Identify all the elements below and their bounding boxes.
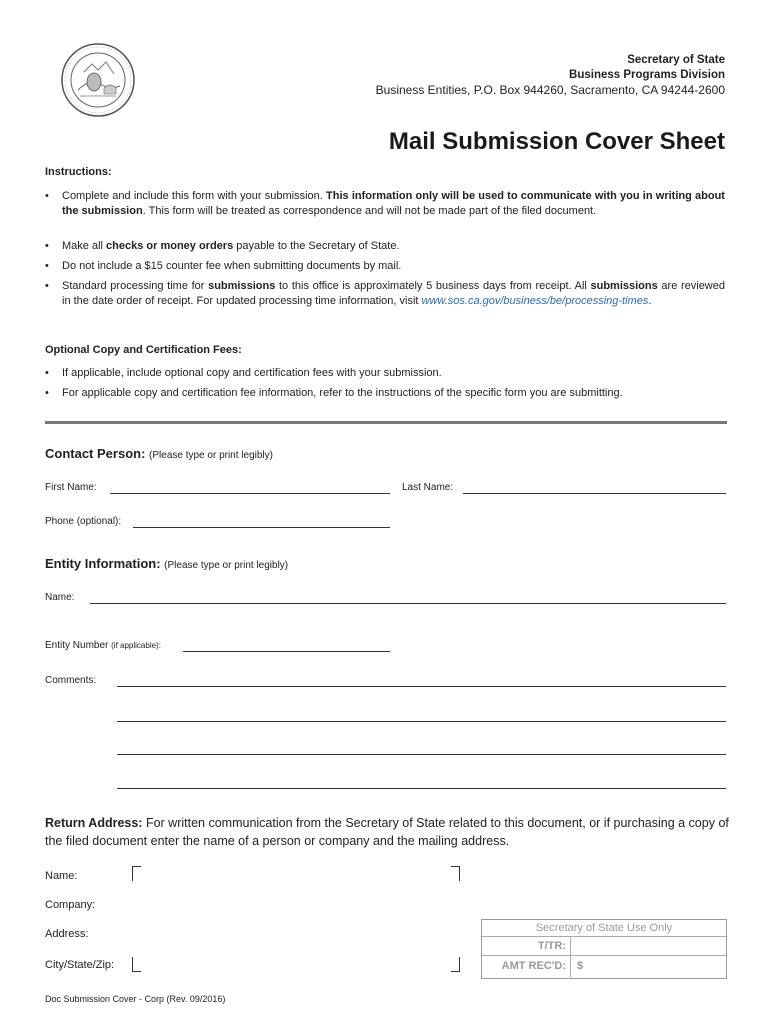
entity-number-field[interactable] (183, 650, 390, 652)
b1-text: Complete and include this form with your submission. (62, 190, 327, 202)
instructions-heading: Instructions: (45, 166, 112, 178)
sos-ttr-label: T/TR: (482, 937, 571, 955)
first-name-label: First Name: (45, 482, 97, 493)
entity-number-text: Entity Number (45, 640, 109, 651)
form-footer: Doc Submission Cover - Corp (Rev. 09/2016) (45, 994, 226, 1004)
comments-line-2[interactable] (117, 720, 726, 722)
entity-title: Entity Information: (45, 556, 161, 571)
optional-fees-heading: Optional Copy and Certification Fees: (45, 344, 242, 356)
header-block (376, 53, 725, 98)
b2-text-end: payable to the Secretary of State. (233, 240, 400, 252)
b4-bold2: submissions (590, 280, 658, 292)
header-line2: Business Programs Division (569, 69, 725, 81)
return-name-label: Name: (45, 870, 78, 882)
b4-end: . (648, 295, 652, 307)
b4-bold1: submissions (208, 280, 276, 292)
last-name-field[interactable] (463, 492, 726, 494)
entity-number-note: (if applicable): (111, 641, 161, 650)
return-address-intro (45, 814, 735, 850)
opt-b1-text: If applicable, include optional copy and certification fees with your submission. (62, 367, 442, 379)
b1-text-end: . This form will be treated as correspondence and will not be made part of the filed document. (142, 205, 597, 217)
b2-bold: checks or money orders (106, 240, 234, 252)
return-address-label: Address: (45, 928, 89, 940)
sos-amt-row (482, 956, 726, 977)
instruction-bullet-2: • Make all checks or money orders payable to the Secretary of State. (45, 240, 400, 252)
b4-text2: to this office is approximately 5 business days from receipt. All (275, 280, 591, 292)
b1-bold: This information only will be used to communicate with you in writing about the submission (62, 190, 725, 217)
processing-times-link[interactable]: www.sos.ca.gov/business/be/processing-times (421, 295, 649, 307)
b4-text3: are reviewed in the date order of receipt. For updated processing time information, visit (62, 280, 725, 307)
bracket-bottom-right (451, 957, 460, 972)
section-divider (45, 421, 727, 424)
optional-bullet-1: • If applicable, include optional copy and certification fees with your submission. (45, 366, 725, 381)
opt-b2-text: For applicable copy and certification fee information, refer to the instructions of the specific form you are submitting. (62, 387, 623, 399)
instruction-bullet-3: • Do not include a $15 counter fee when submitting documents by mail. (45, 259, 725, 274)
sos-box-title: Secretary of State Use Only (482, 920, 726, 937)
return-address-title: Return Address: (45, 816, 143, 830)
contact-note: (Please type or print legibly) (149, 450, 273, 461)
instruction-bullet-4: • Standard processing time for submissions to this office is approximately 5 business days from receipt. All submissions are reviewed in the date order of receipt. For updated processing time information, visit www.sos.ca.gov/business/be/processing-times. (45, 280, 725, 307)
return-city-label: City/State/Zip: (45, 959, 115, 971)
b4-text: Standard processing time for (62, 280, 209, 292)
sos-use-only-box (481, 919, 727, 979)
optional-bullet-2: • For applicable copy and certification fee information, refer to the instructions of the specific form you are submitting. (45, 386, 725, 401)
instruction-bullet-1: • Complete and include this form with your submission. This information only will be used to communicate with you in writing about the submission. This form will be treated as correspondence and will not be made part of the filed document. (45, 190, 725, 217)
b2-text: Make all (62, 240, 107, 252)
phone-label: Phone (optional): (45, 516, 122, 527)
contact-title: Contact Person: (45, 446, 146, 461)
first-name-field[interactable] (110, 492, 390, 494)
last-name-label: Last Name: (402, 482, 454, 493)
page-title: Mail Submission Cover Sheet (388, 128, 725, 155)
comments-line-1[interactable] (117, 685, 726, 687)
entity-number-label (45, 640, 161, 651)
entity-section-title (45, 556, 288, 571)
return-company-label: Company: (45, 899, 96, 911)
comments-line-3[interactable] (117, 753, 726, 755)
return-address-area[interactable] (140, 866, 451, 971)
b3-text: Do not include a $15 counter fee when submitting documents by mail. (62, 260, 402, 272)
sos-amt-dollar: $ (577, 960, 584, 972)
comments-line-4[interactable] (117, 787, 726, 789)
phone-field[interactable] (133, 526, 390, 528)
entity-name-label: Name: (45, 592, 75, 603)
comments-label: Comments: (45, 675, 97, 686)
entity-name-field[interactable] (90, 602, 726, 604)
sos-amt-label: AMT REC'D: (482, 956, 571, 977)
header-line1: Secretary of State (627, 54, 725, 66)
bracket-top-right (451, 866, 460, 881)
entity-note: (Please type or print legibly) (164, 560, 289, 571)
sos-ttr-row (482, 937, 726, 956)
contact-section-title (45, 446, 273, 461)
header-line3: Business Entities, P.O. Box 944260, Sacramento, CA 94244-2600 (375, 83, 725, 97)
return-address-text: For written communication from the Secretary of State related to this document, or if purchasing a copy of the filed document enter the name of a person or company and the mailing address. (45, 816, 729, 848)
state-seal-logo (60, 42, 136, 118)
